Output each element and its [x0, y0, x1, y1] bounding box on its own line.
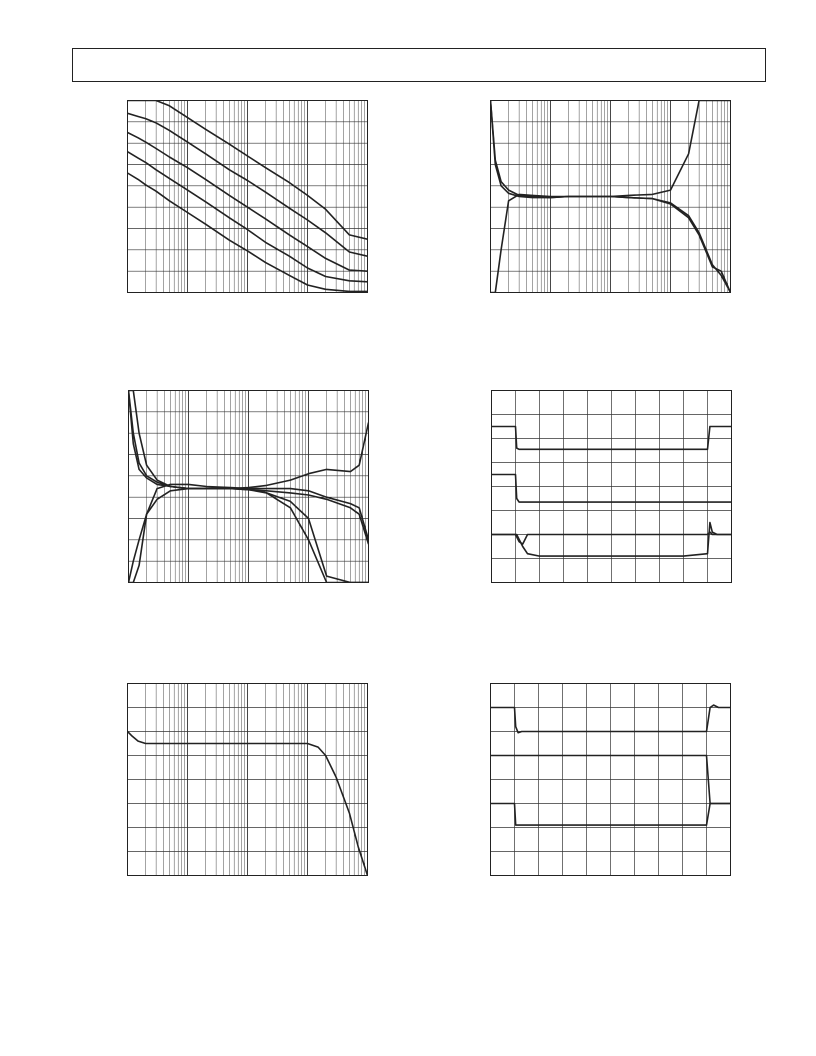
chart-5 — [127, 683, 368, 876]
chart-2 — [490, 100, 731, 293]
chart-3 — [128, 390, 369, 583]
chart-1 — [127, 100, 368, 293]
chart-6 — [490, 683, 731, 876]
grid — [128, 684, 368, 876]
chart-4 — [491, 390, 732, 583]
grid — [491, 684, 731, 876]
page-header-box — [72, 48, 766, 82]
